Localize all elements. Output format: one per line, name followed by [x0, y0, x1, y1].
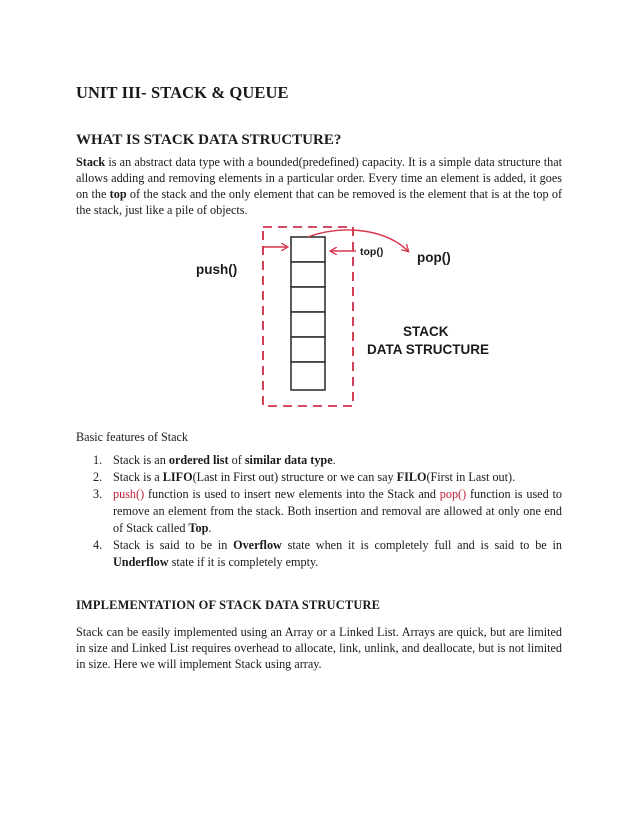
stack-diagram: [186, 220, 496, 415]
feature-bold: FILO: [396, 470, 427, 484]
stack-cell: [291, 287, 325, 312]
feature-text: Stack is said to be in: [113, 538, 234, 552]
intro-top-word: top: [109, 187, 127, 201]
push-label: push(): [196, 262, 238, 277]
feature-text: Stack is a: [113, 470, 163, 484]
stack-label: STACK: [403, 324, 449, 339]
list-item: [76, 486, 562, 537]
feature-text: .: [332, 453, 336, 467]
section-heading: WHAT IS STACK DATA STRUCTURE?: [76, 132, 342, 148]
list-item: [76, 469, 562, 486]
feature-text: state when it is completely full and is said to be in: [281, 538, 562, 552]
features-heading: Basic features of Stack: [76, 430, 189, 444]
feature-text: (Last in First out) structure or we can say: [192, 470, 397, 484]
intro-text-1: is an abstract data type with a bounded(predefined) capacity. It is a simple data structure that allows adding and removing elements in a particular order. Every time an element is added, it goes on the: [76, 155, 562, 201]
implementation-paragraph: Stack can be easily implemented using an Array or a Linked List. Arrays are quick, but are limited in size and Linked List requires overhead to allocate, link, unlink, and deallocate, but is not limited in size. Here we will implement Stack using array.: [76, 625, 562, 671]
intro-paragraph: [76, 154, 562, 218]
top-label: top(): [360, 246, 384, 258]
list-item: [76, 537, 562, 571]
feature-text: state if it is completely empty.: [168, 555, 319, 569]
stack-cell: [291, 337, 325, 362]
list-number: 2.: [93, 470, 103, 484]
list-number: 4.: [93, 538, 103, 552]
feature-bold: similar data type: [244, 453, 333, 467]
implementation-heading: IMPLEMENTATION OF STACK DATA STRUCTURE: [76, 598, 381, 612]
page-title: UNIT III- STACK & QUEUE: [76, 83, 289, 102]
feature-bold: ordered list: [168, 453, 229, 467]
feature-bold: LIFO: [162, 470, 193, 484]
feature-text: Stack is an: [113, 453, 169, 467]
pop-function-name: pop(): [439, 487, 467, 501]
list-number: 1.: [93, 453, 103, 467]
feature-bold: Top: [188, 521, 209, 535]
list-number: 3.: [93, 487, 103, 501]
feature-bold: Underflow: [113, 555, 169, 569]
feature-text: (First in Last out).: [426, 470, 516, 484]
push-function-name: push(): [113, 487, 145, 501]
stack-cell: [291, 312, 325, 337]
feature-bold: Overflow: [233, 538, 282, 552]
stack-cells: [291, 237, 325, 390]
list-item: [76, 452, 562, 469]
stack-cell: [291, 237, 325, 262]
intro-term: Stack: [76, 155, 106, 169]
feature-text: function is used to remove an element from the stack. Both insertion and removal are allowed at only one end of Stack called: [113, 487, 562, 535]
feature-text: .: [208, 521, 212, 535]
stack-cell: [291, 362, 325, 390]
feature-text: function is used to insert new elements into the Stack and: [144, 487, 440, 501]
feature-text: of: [228, 453, 245, 467]
features-list: [76, 452, 562, 571]
pop-label: pop(): [417, 250, 451, 265]
intro-text-2: of the stack and the only element that can be removed is the element that is at the top of the stack, just like a pile of objects.: [76, 187, 563, 217]
stack-cell: [291, 262, 325, 287]
structure-label: DATA STRUCTURE: [367, 342, 489, 357]
